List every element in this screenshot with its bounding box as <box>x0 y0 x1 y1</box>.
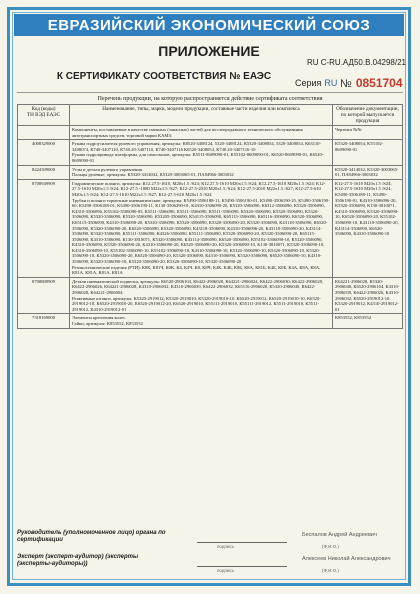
head-label: Руководитель (уполномоченное лицо) органа по сертификации <box>17 530 166 543</box>
table-row <box>18 179 403 277</box>
cell-description: Гидравлические шланги, артикулы: К12.27.5-1610, М20х1.5 /S24; К12.27.5-1610 М20х1.5 /S24; К12.27.5-1610 М20х1.5 /S24; К12-27.5-1610 М20х1.5 /S24; К12-27.5 -1880 М22х1.5 /S27; К12-27.5-2010 М20х1.5 /S24; К12-27.5-2010 М22х1.5 /S27; К12-27.5-610 М20х1.5 /S24; К12-27.5-1610 М22х1.5 /S27; К12-27.5-610 М20х1.5 /S24 Трубки и шланги тормозные пневматические, артикулы: К5490-3506188-11, К5490-3506190-01, К5490-3506190-25, К5490-3506190-60, К5490-3506188-01, К5490-3506190-11, К130-3506290-01, К4310-3506090-20, К5320-3506090, К6312-3506090, К5320-3506090, К4310-3506096, К55102-3506090-05, К5511-3506090, К5511-3506090, К5511-3506090, К5320-3506090, К5320-3506090, К5320-3506090, К5320-3506090, К5320-3506090, К53205-3506090, К54115-3506090, К65115-3506090, К65116-3506090, К6520-3506090, К65115-3506090, К4310-3506090-20, К5320-3506090, К5320-3506090, К5320-3506090-20, К5320-3506090, К43118-3506090, К6520-3506090, К5320-3506090-20, К6520-3506090, К5320-3506090, К43118-3506090, К4310-3506096-20, К43118-3506090-20, К43114-3506090, К5320-3506090, К55111-3506090, К4326-3506090, К55111-3506090, К5320-3506090-20, К5320-3506090-20, К65115-3506090, К4310-3506090, К130-3810071, К5320-3506090, К43114-3506090, К6520-3506090, К55102-3506090-10, К5320-3506090, К4310-3506090, К5320-3506090-20, К4310-3506090-20, К6520-3506090-20, К5320-3506090-10, К130-3810071, К5320-3506090-10, К4310-3506090-10, К55102-3506090-10, К55102-3506090-10, К4310-3506090-10, К5320-3506090-10, К5320-3506090-10, К5320-3506090-10, К5320-3506090-20, К6520-3506090-20, К5320-3506090, К4310-3506090, К5320-3506090, К6520-3506090-10, К4310-3506090, К5320-3506090-10, К5320-3506090-20, К5320-3506090-10, К5320-3506090-20 Резинотехнические изделия (РТИ): К8К, К81Ч, К0К, К4, К4Ч, К8, К8Ч, К4К, К4Б, К8Б, К8А, К81Б, К4Б, К0Б, К4А, К8А, К8А, К81А, К81А, К81А, К81А <box>70 179 333 277</box>
head-name: Беспалов Андрей Андреевич <box>302 532 377 538</box>
cell-documentation: К5320-3408054, К55102-8609090-01 <box>333 140 403 165</box>
expert-name: Алексеев Николай Александрович <box>302 556 391 562</box>
head-name-caption: (Ф.И.О.) <box>322 544 339 549</box>
footer-expert-block <box>17 554 403 573</box>
document-subtitle: К СЕРТИФИКАТУ СООТВЕТСТВИЯ № ЕАЭС <box>56 71 272 82</box>
series-label: Серия <box>295 78 322 88</box>
expert-signature-line <box>197 566 287 567</box>
cell-documentation: К5320-3414032, К5320-3003065-01, ПА84966-3003032 <box>333 165 403 179</box>
cell-code: 8424309000 <box>18 165 70 179</box>
expert-signature-caption: подпись <box>217 568 235 573</box>
cell-description: Элементы крепления колес. Гайки, артикулы: К853552, К853552 <box>70 314 333 328</box>
header-documentation: Обозначение документации, по которой выпускается продукция <box>333 105 403 126</box>
cell-description: Детали пневматической подвески, артикулы: К6520-2906104, К6422-2906028, К64221-2906024, К6422-2906030; К6422-2906028, К6422-2906026, К64221-2906028, К4310-2906032, К4310-2906039, К6422-2906032, К65116-2906028, К5320-2906040, К6422-2906028, К64221-2906004 Реактивные штанги, артикулы: К5320-2919012; К5320-2919010; К5320-2919010-10, К6520-2919012, К6520-2919010-10, К6520-2919012-10, К6520-2919010-20, К6520-2919012-20, К6520-2919010, К55111-2919010, К55111-2919012, К5511-2919010, К5511-2919012, К4310-2919012-01 <box>70 277 333 314</box>
series-value: RU <box>324 78 338 88</box>
intro-text: Перечень продукции, на которую распространяется действие сертификата соответствия <box>97 96 323 102</box>
cell-documentation: К12-27.5-1610 М20х1.5 /S24; К12-27.5-1610 М20х1.5 /S24; К5490-3506188-11, К5490-3506190-01, К4310-3506096-20, К5320-3506090, К130-3810071, К4310-3506090, К5320-3506090-10, К6520-3506090-20, К55102-3506090-10, К43118-3506090-20, К43114-3506090, К6520-3506090, К4310-3506090-10 <box>333 179 403 277</box>
cell-code: 4008329000 <box>18 140 70 165</box>
cell-description: Углы и детали рулевого управления Пальцы рулевые, артикулы: К5320-3414032, К5320-3003065-01, ПА84966-3003032 <box>70 165 333 179</box>
cell-documentation: К853552, К853552 <box>333 314 403 328</box>
cell-code: 7318169000 <box>18 314 70 328</box>
cell-code: 8708949909 <box>18 179 70 277</box>
cell-description: Рукава гидроусилителя рулевого управления, артикулы: К8520-3408124, 5320-3408124, К5320-3408054, 5320-3408054, К63110-3408074, К740-3407110, К740.20-3407110, К740-3407116 К6520-3408054, К740.20-3407116-10 Рукава гидропривода платформы, для самосвалов, артикулы: К5511-8609090-01, К55102-8609090-01, К6520-8609090-01, К6520-8609090-01 <box>70 140 333 165</box>
table-row <box>18 165 403 179</box>
table-row <box>18 140 403 165</box>
table-header-row <box>18 105 403 126</box>
table-row <box>18 314 403 328</box>
expert-label: Эксперт (эксперт-аудитор) (эксперты (эксперты-аудиторы)) <box>17 554 139 567</box>
products-table <box>17 104 403 329</box>
table-row <box>18 277 403 314</box>
expert-name-caption: (Ф.И.О.) <box>322 568 339 573</box>
cell-code: 8708809909 <box>18 277 70 314</box>
document-title: ПРИЛОЖЕНИЕ <box>158 43 260 59</box>
header-code: Код (коды) ТН ВЭД ЕАЭС <box>18 105 70 126</box>
serial-block <box>340 76 403 90</box>
head-signature-line <box>197 542 287 543</box>
serial-number: 0851704 <box>355 76 403 90</box>
union-banner: ЕВРАЗИЙСКИЙ ЭКОНОМИЧЕСКИЙ СОЮЗ <box>14 14 404 36</box>
divider-top <box>17 92 403 93</box>
cell-documentation: К64221-2906028, К5320-2906040, К6520-2906104, К4310-2906039, К6422-2906026, К4310-2906032, К6520-2919012-10, К5320-2919012, К4310-2919012-01 <box>333 277 403 314</box>
cell-documentation: Чертежи №№ <box>333 126 403 140</box>
table-row <box>18 126 403 140</box>
footer-head-block <box>17 530 403 549</box>
cell-description: Компоненты, поставляемые в качестве сменных (запасных) частей для послепродажного технического обслуживания автотранспортных средств, торговой марки КАМЗ: <box>70 126 333 140</box>
certificate-registration-number: RU C-RU.АД50.В.04298/21 <box>306 58 406 67</box>
cell-code <box>18 126 70 140</box>
head-signature-caption: подпись <box>217 544 235 549</box>
series-block <box>295 78 337 88</box>
serial-prefix: № <box>340 78 352 90</box>
header-description: Наименование, типы, марки, модели продукции, составные части изделия или комплекса <box>70 105 333 126</box>
